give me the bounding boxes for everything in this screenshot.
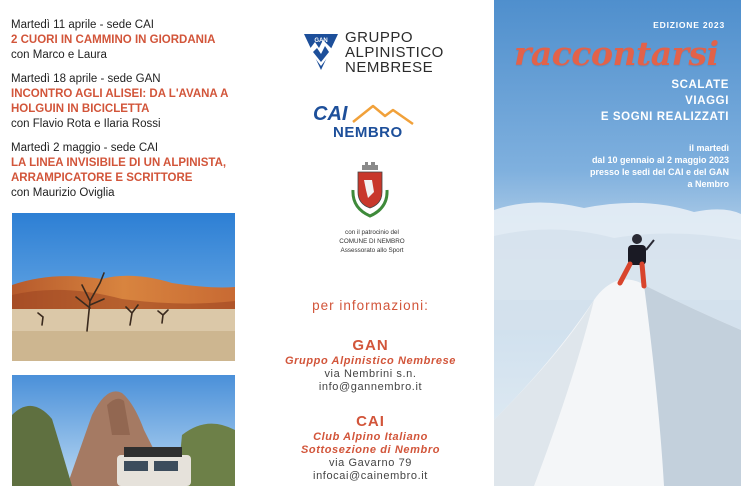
cai-name-line-1: Club Alpino Italiano xyxy=(313,431,428,443)
cai-email[interactable]: infocai@cainembro.it xyxy=(313,470,428,482)
gan-full-name: Gruppo Alpinistico Nembrese xyxy=(284,355,457,367)
nembro-logo-word: NEMBRO xyxy=(333,124,403,140)
schedule-line-3: presso le sedi del CAI e del GAN xyxy=(589,167,729,177)
event-speakers: con Marco e Laura xyxy=(11,49,107,61)
event-speakers: con Maurizio Oviglia xyxy=(11,187,115,199)
cai-contact-block xyxy=(247,413,494,483)
event-title: 2 CUORI IN CAMMINO IN GIORDANIA xyxy=(11,34,216,46)
tagline-line-1: SCALATE xyxy=(671,79,729,91)
cai-name-line-2: Sottosezione di Nembro xyxy=(300,444,441,456)
event-date: Martedì 11 aprile - sede CAI xyxy=(11,19,154,31)
middle-panel xyxy=(247,0,494,486)
event-3 xyxy=(11,141,247,201)
edition-label: EDIZIONE 2023 xyxy=(653,20,725,30)
cover-panel xyxy=(494,0,741,486)
tagline-line-2: VIAGGI xyxy=(685,95,729,107)
cai-nembro-logo xyxy=(313,100,437,140)
event-title-line-1: INCONTRO AGLI ALISEI: DA L'AVANA A xyxy=(11,88,229,100)
left-panel xyxy=(0,0,247,486)
cai-abbr: CAI xyxy=(356,413,385,430)
desert-photo xyxy=(12,213,235,361)
brand-title: raccontarsi xyxy=(514,34,719,73)
event-date: Martedì 18 aprile - sede GAN xyxy=(11,73,161,85)
gan-mountain-logo-icon xyxy=(303,32,339,72)
patronage-text xyxy=(317,228,427,255)
patronage-line-1: con il patrocinio del xyxy=(345,229,399,236)
event-title-line-2: HOLGUIN IN BICICLETTA xyxy=(11,103,150,115)
gan-logo-line-2: ALPINISTICO xyxy=(345,44,444,61)
event-speakers: con Flavio Rota e Ilaria Rossi xyxy=(11,118,161,130)
mountain-photo xyxy=(12,375,235,486)
gan-email[interactable]: info@gannembro.it xyxy=(318,381,423,393)
gan-logo-line-1: GRUPPO xyxy=(345,29,414,46)
patronage-line-2: COMUNE DI NEMBRO xyxy=(339,238,405,245)
tagline-line-3: E SOGNI REALIZZATI xyxy=(600,111,729,123)
gan-logo-line-3: NEMBRESE xyxy=(345,59,434,76)
event-2 xyxy=(11,72,247,132)
nembro-coat-of-arms-icon xyxy=(350,162,390,220)
event-title-line-2: ARRAMPICATORE E SCRITTORE xyxy=(11,172,193,184)
event-title-line-1: LA LINEA INVISIBILE DI UN ALPINISTA, xyxy=(11,157,227,169)
gan-badge-text: GAN xyxy=(314,38,328,44)
event-1 xyxy=(11,18,247,63)
schedule-line-1: il martedì xyxy=(688,143,729,153)
gan-abbr: GAN xyxy=(352,337,389,354)
cai-address: via Gavarno 79 xyxy=(329,457,412,469)
schedule-line-4: a Nembro xyxy=(687,179,729,189)
event-date: Martedì 2 maggio - sede CAI xyxy=(11,142,159,154)
gan-contact-block xyxy=(247,337,494,394)
patronage-line-3: Assessorato allo Sport xyxy=(340,247,404,254)
gan-logo-text xyxy=(345,30,444,75)
schedule-line-2: dal 10 gennaio al 2 maggio 2023 xyxy=(591,155,729,165)
gan-address: via Nembrini s.n. xyxy=(324,368,417,380)
cai-logo-word: CAI xyxy=(313,103,348,125)
info-heading: per informazioni: xyxy=(312,298,429,313)
